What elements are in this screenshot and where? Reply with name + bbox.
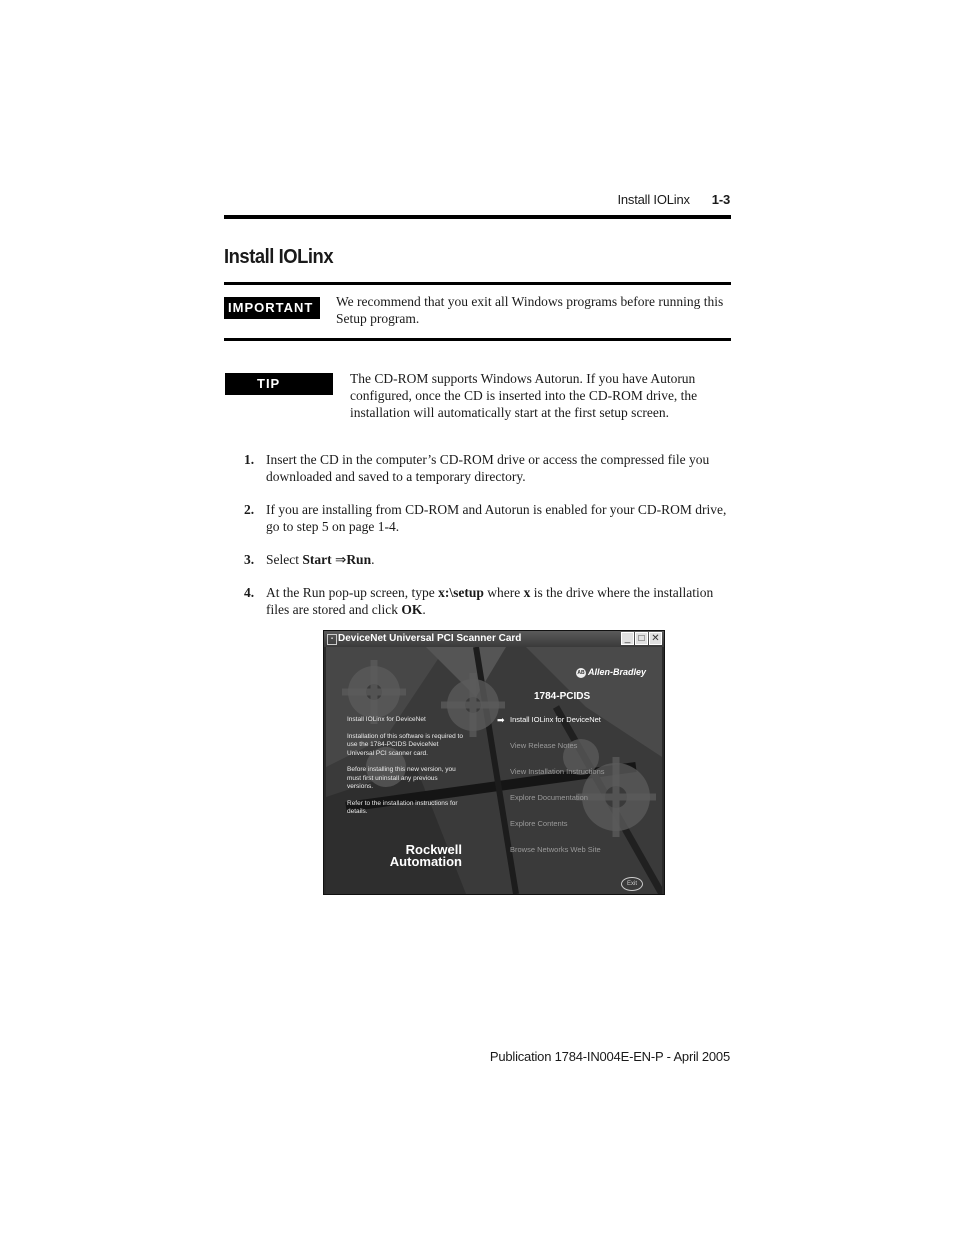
tip-label: TIP — [225, 373, 333, 395]
product-id: 1784-PCIDS — [534, 691, 591, 702]
menu-item-label: View Installation Instructions — [510, 767, 605, 776]
allen-bradley-name: Allen-Bradley — [588, 667, 647, 677]
menu-item-label: View Release Notes — [510, 741, 578, 750]
important-label: IMPORTANT — [224, 297, 320, 319]
running-header — [224, 192, 730, 210]
menu-view-release-notes[interactable] — [496, 741, 656, 767]
page-title: Install IOLinx — [224, 246, 334, 268]
page-number: 1-3 — [711, 192, 730, 207]
menu-item-label: Explore Documentation — [510, 793, 588, 802]
ok-term: OK — [401, 602, 423, 617]
menu-install-iolinx[interactable] — [496, 715, 656, 741]
menu-explore-documentation[interactable] — [496, 793, 656, 819]
command-text: x:\setup — [438, 585, 484, 600]
running-header-section: Install IOLinx — [617, 192, 690, 207]
step-text: Select — [266, 552, 303, 567]
menu-view-installation-instructions[interactable] — [496, 767, 656, 793]
window-app-icon: ▪ — [327, 634, 337, 645]
menu-item-label: Install IOLinx for DeviceNet — [510, 715, 601, 724]
step-text: where — [483, 585, 524, 600]
setup-window-screenshot — [323, 630, 665, 895]
important-top-rule — [224, 282, 731, 285]
step-text-end: . — [422, 602, 426, 617]
menu-browse-networks-web-site[interactable] — [496, 845, 656, 871]
menu-explore-contents[interactable] — [496, 819, 656, 845]
step-number: 1. — [244, 452, 255, 467]
menu-item-label: Explore Contents — [510, 819, 568, 828]
step-number: 3. — [244, 552, 255, 567]
close-icon: ✕ — [649, 632, 662, 645]
minimize-icon: _ — [621, 632, 634, 645]
rockwell-automation-logo — [356, 844, 462, 868]
logo-line: Automation — [389, 854, 462, 869]
step-text: If you are installing from CD-ROM and Autorun is enabled for your CD-ROM drive, go to step 5 on page 1-4. — [266, 502, 727, 534]
step-item — [244, 451, 732, 485]
step-item — [244, 584, 732, 618]
exit-button[interactable]: Exit — [621, 877, 643, 891]
window-body — [326, 647, 662, 894]
publication-footer: Publication 1784-IN004E-EN-P - April 2005 — [489, 1049, 730, 1064]
procedure-steps — [244, 451, 732, 618]
menu-arrow: ⇒ — [331, 552, 347, 567]
important-text: We recommend that you exit all Windows programs before running this Setup program. — [336, 294, 724, 326]
step-number: 2. — [244, 502, 255, 517]
tip-text: The CD-ROM supports Windows Autorun. If you have Autorun configured, once the CD is inserted into the CD-ROM drive, the installation will automatically start at the first setup screen. — [350, 371, 698, 420]
important-bottom-rule — [224, 338, 731, 341]
info-paragraph: Refer to the installation instructions for details. — [347, 799, 458, 815]
window-title: DeviceNet Universal PCI Scanner Card — [338, 633, 522, 644]
menu-item-label: Browse Networks Web Site — [510, 845, 601, 854]
menu-term-start: Start — [302, 552, 332, 567]
step-number: 4. — [244, 585, 255, 600]
menu-term-run: Run — [346, 552, 372, 567]
step-item — [244, 551, 732, 568]
info-paragraph: Before installing this new version, you must first uninstall any previous versions. — [347, 766, 456, 790]
allen-bradley-badge-icon: AB — [577, 669, 585, 676]
logo-line: Rockwell — [405, 842, 462, 857]
step-text-end: . — [371, 552, 375, 567]
allen-bradley-logo — [576, 667, 646, 678]
step-text: Insert the CD in the computer’s CD-ROM drive or access the compressed file you downloaded and saved to a temporary directory. — [266, 452, 710, 484]
step-text: At the Run pop-up screen, type — [266, 585, 439, 600]
arrow-right-icon: ➡ — [497, 715, 505, 725]
info-paragraph: Installation of this software is required to use the 1784-PCIDS DeviceNet Universal PCI scanner card. — [347, 732, 463, 757]
window-titlebar — [324, 631, 664, 647]
maximize-icon: □ — [635, 632, 648, 645]
step-text: is the drive where the installation files are stored and click — [266, 585, 714, 617]
info-panel — [347, 716, 465, 825]
info-heading: Install IOLinx for DeviceNet — [347, 716, 426, 723]
drive-variable: x — [523, 585, 531, 600]
setup-menu — [496, 715, 656, 871]
step-item — [244, 501, 732, 535]
header-rule — [224, 215, 731, 219]
